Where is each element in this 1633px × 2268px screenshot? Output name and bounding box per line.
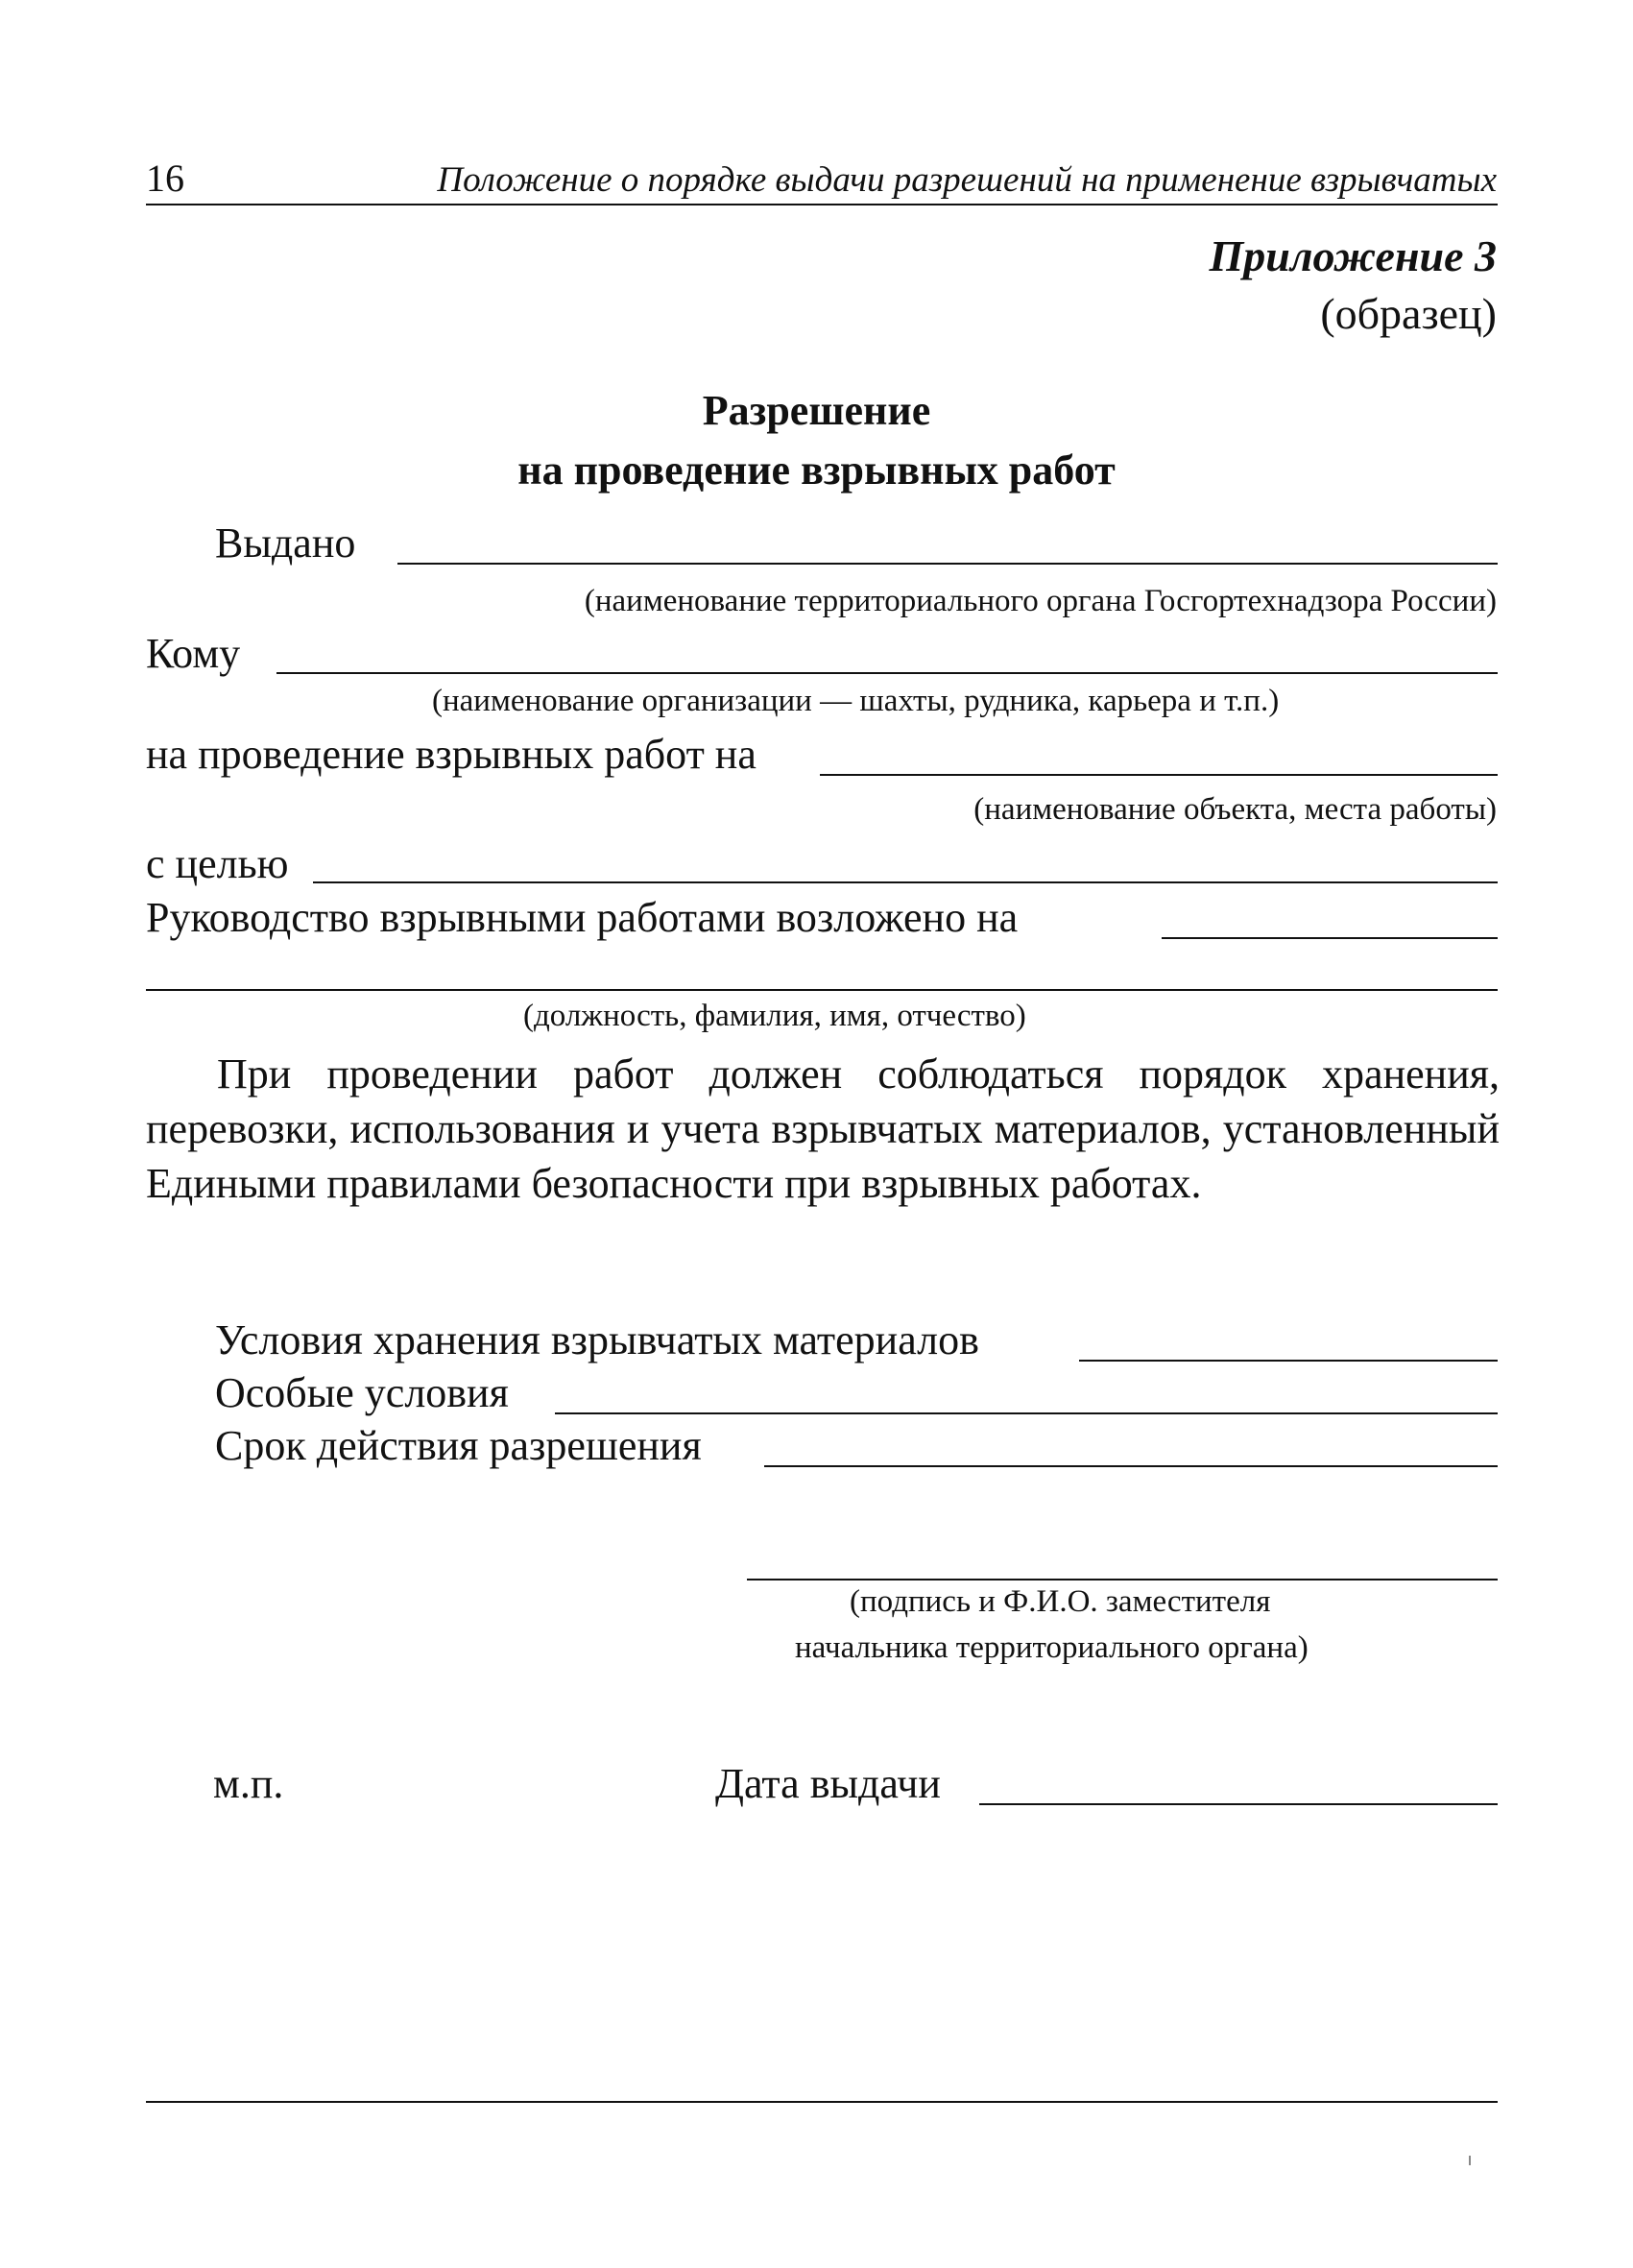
appendix-subtitle: (образец): [1320, 289, 1497, 338]
management-blank-line: [1162, 937, 1498, 939]
validity-label: Срок действия разрешения: [215, 1422, 702, 1469]
works-label: на проведение взрывных работ на: [146, 731, 756, 778]
rules-paragraph: При проведении работ должен соблюдаться порядок хранения, перевозки, использования и учета взрывчатых материалов, установленный Едиными правилами безопасности при взрывных работах.: [146, 1050, 1500, 1207]
purpose-blank-line: [313, 881, 1498, 883]
scan-speck: [1469, 2156, 1471, 2165]
issued-label: Выдано: [215, 519, 356, 567]
issued-blank-line: [397, 563, 1498, 565]
signature-caption-line1: (подпись и Ф.И.О. заместителя: [850, 1584, 1271, 1619]
issued-caption: (наименование территориального органа Госгортехнадзора России): [584, 584, 1497, 618]
management-caption: (должность, фамилия, имя, отчество): [523, 999, 1026, 1033]
works-caption: (наименование объекта, места работы): [973, 792, 1497, 827]
to-caption: (наименование организации — шахты, рудника, карьера и т.п.): [432, 684, 1280, 718]
storage-blank-line: [1079, 1360, 1498, 1362]
appendix-title: Приложение 3: [1209, 231, 1497, 280]
special-blank-line: [555, 1412, 1498, 1414]
header-rule: [146, 204, 1498, 205]
purpose-label: с целью: [146, 840, 289, 887]
document-title: Разрешение: [702, 387, 931, 434]
page-number: 16: [146, 157, 184, 200]
signature-line: [747, 1579, 1498, 1580]
date-label: Дата выдачи: [715, 1760, 941, 1807]
management-blank-line-2: [146, 989, 1498, 991]
signature-caption-line2: начальника территориального органа): [795, 1630, 1309, 1665]
running-title: Положение о порядке выдачи разрешений на применение взрывчатых: [437, 160, 1497, 200]
document-subtitle: на проведение взрывных работ: [517, 446, 1116, 494]
seal-label: м.п.: [213, 1760, 284, 1807]
works-blank-line: [820, 774, 1498, 776]
to-blank-line: [276, 672, 1498, 674]
management-label: Руководство взрывными работами возложено на: [146, 894, 1019, 941]
special-label: Особые условия: [215, 1369, 509, 1416]
to-label: Кому: [146, 630, 241, 677]
storage-label: Условия хранения взрывчатых материалов: [215, 1316, 979, 1363]
validity-blank-line: [764, 1465, 1498, 1467]
date-blank-line: [979, 1803, 1498, 1805]
footer-rule: [146, 2101, 1498, 2103]
